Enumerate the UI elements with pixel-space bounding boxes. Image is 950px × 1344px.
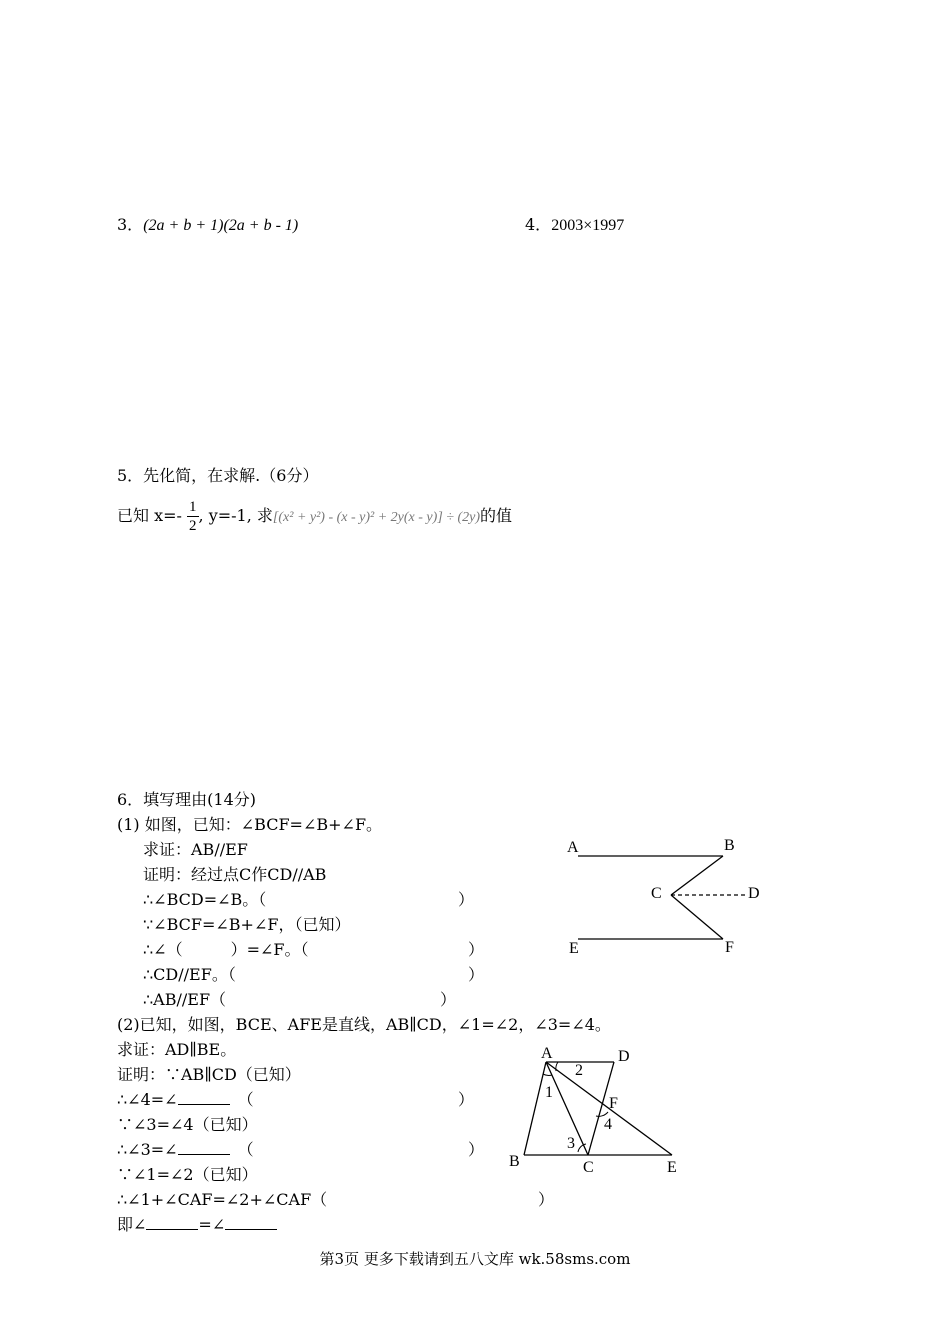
segment-bc xyxy=(671,856,723,895)
part2-line4-paren: （ xyxy=(237,1090,254,1109)
figure1-label-e: E xyxy=(569,940,579,957)
figure2-angle-3: 3 xyxy=(567,1135,575,1152)
figure1-label-d: D xyxy=(748,885,760,902)
part2-line6-text: ∴∠3=∠ xyxy=(117,1140,178,1159)
question-4-label: 4． xyxy=(525,215,552,234)
part2-line7: ∵∠1=∠2（已知） xyxy=(117,1165,258,1184)
question-4-expression: 2003×1997 xyxy=(551,217,625,234)
part1-line4-end: ） xyxy=(458,890,475,909)
question-5-given xyxy=(117,498,512,536)
answer-blank[interactable] xyxy=(178,1090,230,1105)
part2-line2: 求证：AD∥BE。 xyxy=(117,1040,237,1059)
figure2-label-f: F xyxy=(609,1095,618,1112)
answer-blank[interactable] xyxy=(146,1215,198,1230)
part1-line8: ∴AB//EF（ xyxy=(143,990,227,1009)
part1-line4 xyxy=(143,890,266,910)
part1-line8-end: ） xyxy=(440,990,457,1009)
part1-line6: ∴∠（ ）=∠F。（ xyxy=(143,940,309,959)
page-footer: 第3页 更多下载请到五八文库 wk.58sms.com xyxy=(319,1250,631,1268)
part1-line4-text: ∴∠BCD=∠B。（ xyxy=(143,890,267,909)
figure1-label-f: F xyxy=(725,939,734,956)
figure2-angle-1: 1 xyxy=(545,1084,553,1101)
segment-ab xyxy=(524,1062,546,1155)
part2-line8-end: ） xyxy=(538,1190,555,1209)
figure2-label-b: B xyxy=(509,1153,520,1170)
part1-line6-end: ） xyxy=(468,940,485,959)
fraction-denominator: 2 xyxy=(189,518,197,534)
figure2-label-c: C xyxy=(583,1159,594,1176)
question-3 xyxy=(117,215,298,236)
part2-line4 xyxy=(117,1090,254,1110)
question-3-expression: (2a + b + 1)(2a + b - 1) xyxy=(143,217,299,234)
part2-line9-text-a: 即∠ xyxy=(117,1215,147,1234)
answer-blank[interactable] xyxy=(225,1215,277,1230)
part2-line6-end: ） xyxy=(468,1140,485,1159)
part2-line4-end: ） xyxy=(458,1090,475,1109)
part1-line3: 证明：经过点C作CD//AB xyxy=(143,865,327,884)
figure1-label-c: C xyxy=(651,885,662,902)
question-5-given-mid: , y=-1, 求 xyxy=(198,506,273,525)
angle-arc-1 xyxy=(543,1074,552,1075)
part2-line3: 证明：∵AB∥CD（已知） xyxy=(117,1065,301,1084)
part1-line1: (1) 如图，已知：∠BCF=∠B+∠F。 xyxy=(117,815,383,834)
question-5-title: 5．先化简，在求解.（6分） xyxy=(117,466,319,485)
question-6-title: 6．填写理由(14分) xyxy=(117,790,257,809)
part2-line6 xyxy=(117,1140,254,1160)
answer-blank[interactable] xyxy=(178,1140,230,1155)
question-4 xyxy=(525,215,624,236)
part1-line5: ∵∠BCF=∠B+∠F，（已知） xyxy=(143,915,351,934)
segment-cf xyxy=(671,895,723,939)
part2-line9-text-b: =∠ xyxy=(198,1215,226,1234)
question-5-expression: [(x² + y²) - (x - y)² + 2y(x - y)] ÷ (2y) xyxy=(272,510,480,525)
part2-line4-text: ∴∠4=∠ xyxy=(117,1090,178,1109)
question-3-label: 3． xyxy=(117,215,144,234)
figure-2-diagram xyxy=(500,1040,700,1180)
part1-line7: ∴CD//EF。（ xyxy=(143,965,236,984)
fraction-numerator: 1 xyxy=(189,499,197,515)
figure1-label-a: A xyxy=(567,839,579,856)
figure2-angle-4: 4 xyxy=(604,1116,612,1133)
part1-line2: 求证：AB//EF xyxy=(143,840,248,859)
part2-line5: ∵∠3=∠4（已知） xyxy=(117,1115,258,1134)
part2-line1: (2)已知，如图，BCE、AFE是直线，AB∥CD，∠1=∠2，∠3=∠4。 xyxy=(117,1015,611,1034)
figure2-label-d: D xyxy=(618,1048,630,1065)
figure1-label-b: B xyxy=(724,837,735,854)
part2-line8: ∴∠1+∠CAF=∠2+∠CAF（ xyxy=(117,1190,328,1209)
figure-1-diagram xyxy=(560,832,780,957)
part2-line9 xyxy=(117,1215,277,1235)
figure2-label-a: A xyxy=(541,1045,553,1062)
part2-line6-paren: （ xyxy=(237,1140,254,1159)
figure2-angle-2: 2 xyxy=(575,1062,583,1079)
figure2-label-e: E xyxy=(667,1159,677,1176)
question-5-given-prefix: 已知 x=- xyxy=(117,506,182,525)
question-5-fraction xyxy=(187,498,199,535)
question-5-suffix: 的值 xyxy=(479,506,512,525)
part1-line7-end: ） xyxy=(468,965,485,984)
